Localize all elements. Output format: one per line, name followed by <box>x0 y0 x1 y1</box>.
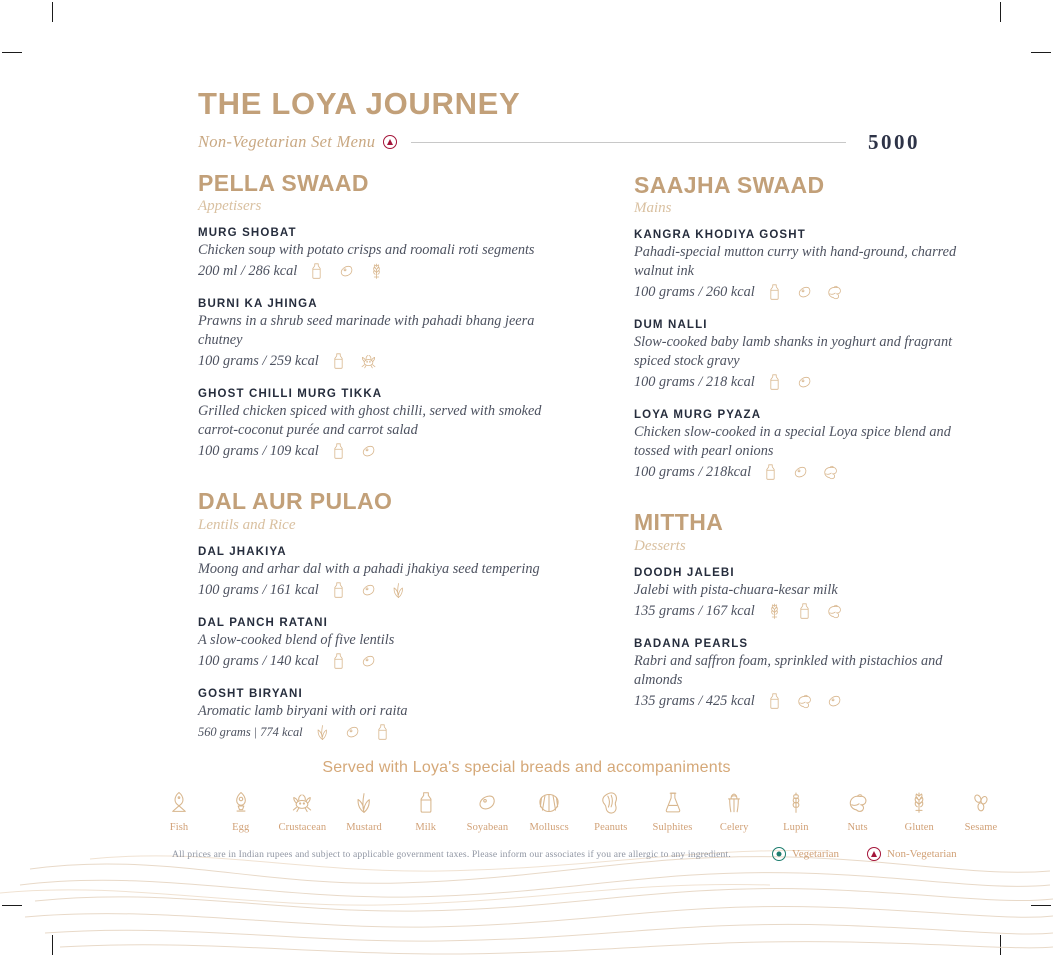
soyabean-icon <box>336 261 357 282</box>
menu-item-description: Pahadi-special mutton curry with hand-ground, charred walnut ink <box>634 244 957 280</box>
menu-item-name: LOYA MURG PYAZA <box>634 409 762 422</box>
menu-price: 5000 <box>868 129 920 154</box>
menu-item-allergen-icons <box>764 601 845 622</box>
diet-legend <box>772 847 957 861</box>
crop-mark-top-right <box>1000 2 1001 22</box>
menu-item-meta <box>198 651 543 672</box>
menu-column-right <box>634 172 979 738</box>
menu-item-quantity: 100 grams / 259 kcal <box>198 353 319 370</box>
crop-mark-bottom-right <box>1000 935 1001 955</box>
allergen-label: Nuts <box>847 822 868 833</box>
milk-icon <box>328 441 349 462</box>
milk-icon <box>760 462 781 483</box>
menu-item <box>198 298 543 372</box>
allergen-label: Lupin <box>783 822 809 833</box>
menu-item-quantity: 100 grams / 260 kcal <box>634 284 755 301</box>
menu-item-description: Chicken soup with potato crisps and roomali roti segments <box>198 242 535 259</box>
menu-item-meta <box>634 372 979 393</box>
mustard-icon <box>335 787 393 817</box>
menu-item-meta <box>198 261 543 282</box>
soyabean-icon <box>358 651 379 672</box>
menu-item-quantity: 560 grams | 774 kcal <box>198 724 303 739</box>
menu-item-description: Chicken slow-cooked in a special Loya spice blend and tossed with pearl onions <box>634 424 951 460</box>
section-title: PELLA SWAAD <box>198 170 369 196</box>
menu-item-allergen-icons <box>760 462 841 483</box>
menu-item-name: BADANA PEARLS <box>634 637 749 650</box>
menu-item-name: DAL JHAKIYA <box>198 545 287 558</box>
allergen-legend-sesame <box>952 787 1010 833</box>
menu-item <box>198 227 543 282</box>
menu-item-quantity: 100 grams / 161 kcal <box>198 581 319 598</box>
menu-item-description: Prawns in a shrub seed marinade with pahadi bhang jeera chutney <box>198 313 535 349</box>
menu-item <box>634 638 979 712</box>
menu-item-meta <box>634 282 979 303</box>
menu-item-quantity: 135 grams / 167 kcal <box>634 602 755 619</box>
menu-item <box>634 567 979 622</box>
allergen-label: Gluten <box>904 822 934 833</box>
crop-mark-right-top <box>1031 52 1051 53</box>
menu-item-meta <box>198 441 543 462</box>
legend-item-non-vegetarian <box>867 847 957 861</box>
allergen-legend-soyabean <box>458 787 516 833</box>
menu-item-description: Aromatic lamb biryani with ori raita <box>198 702 408 719</box>
milk-icon <box>306 261 327 282</box>
menu-item-quantity: 100 grams / 109 kcal <box>198 443 319 460</box>
milk-icon <box>372 722 393 743</box>
menu-item-name: GOSHT BIRYANI <box>198 687 303 700</box>
gluten-icon <box>764 601 785 622</box>
menu-item-description: Moong and arhar dal with a pahadi jhakiya seed tempering <box>198 560 540 577</box>
milk-icon <box>764 691 785 712</box>
menu-item-meta <box>634 691 979 712</box>
nuts-icon <box>829 787 887 817</box>
menu-item-allergen-icons <box>328 351 379 372</box>
sulphites-icon <box>644 787 702 817</box>
crop-mark-left-bottom <box>2 905 22 906</box>
menu-item-name: DUM NALLI <box>634 319 708 332</box>
menu-item-description: A slow-cooked blend of five lentils <box>198 631 395 648</box>
allergen-legend-milk <box>397 787 455 833</box>
nuts-icon <box>824 282 845 303</box>
menu-item-quantity: 135 grams / 425 kcal <box>634 692 755 709</box>
gluten-icon <box>890 787 948 817</box>
soyabean-icon <box>458 787 516 817</box>
milk-icon <box>794 601 815 622</box>
legend-label-non-vegetarian: Non-Vegetarian <box>887 848 957 860</box>
menu-item <box>634 229 979 303</box>
vegetarian-icon <box>772 847 786 861</box>
celery-icon <box>705 787 763 817</box>
section-title: DAL AUR PULAO <box>198 488 393 515</box>
menu-section-pella-swaad <box>198 170 543 462</box>
menu-item-allergen-icons <box>328 441 379 462</box>
egg-icon <box>212 787 270 817</box>
served-with-note: Served with Loya's special breads and accompaniments <box>322 759 731 776</box>
menu-item-description: Slow-cooked baby lamb shanks in yoghurt and fragrant spiced stock gravy <box>634 334 953 370</box>
soyabean-icon <box>790 462 811 483</box>
menu-item-name: BURNI KA JHINGA <box>198 298 318 311</box>
allergen-label: Soyabean <box>466 822 509 833</box>
crop-mark-bottom-left <box>52 935 53 955</box>
crop-mark-right-bottom <box>1031 905 1051 906</box>
menu-item <box>634 319 979 393</box>
mustard-icon <box>388 580 409 601</box>
allergen-legend-row <box>150 787 1010 833</box>
allergen-legend-molluscs <box>520 787 578 833</box>
allergen-label: Fish <box>169 822 189 833</box>
section-subtitle: Lentils and Rice <box>198 516 296 533</box>
nuts-icon <box>794 691 815 712</box>
legend-label-vegetarian: Vegetarian <box>792 848 840 860</box>
allergen-legend-egg <box>212 787 270 833</box>
milk-icon <box>328 651 349 672</box>
allergen-label: Celery <box>719 822 749 833</box>
menu-item-meta <box>634 462 979 483</box>
allergen-legend-gluten <box>890 787 948 833</box>
menu-item-quantity: 100 grams / 140 kcal <box>198 652 319 669</box>
milk-icon <box>397 787 455 817</box>
menu-item-allergen-icons <box>764 372 815 393</box>
allergen-label: Crustacean <box>278 822 327 833</box>
soyabean-icon <box>358 441 379 462</box>
crop-mark-left-top <box>2 52 22 53</box>
menu-item-meta <box>634 601 979 622</box>
menu-item-description: Jalebi with pista-chuara-kesar milk <box>634 581 838 598</box>
legend-item-vegetarian <box>772 847 839 861</box>
allergen-label: Molluscs <box>529 822 569 833</box>
menu-item-allergen-icons <box>328 651 379 672</box>
menu-item-meta <box>198 722 543 743</box>
menu-item-quantity: 100 grams / 218 kcal <box>634 374 755 391</box>
allergen-label: Sulphites <box>652 822 693 833</box>
menu-item <box>198 688 543 743</box>
section-title: MITTHA <box>634 509 724 536</box>
allergen-label: Milk <box>415 822 437 833</box>
allergen-legend-celery <box>705 787 763 833</box>
allergen-legend-crustacean <box>273 787 331 833</box>
menu-item-name: KANGRA KHODIYA GOSHT <box>634 229 806 242</box>
menu-item-name: DOODH JALEBI <box>634 566 735 579</box>
milk-icon <box>328 351 349 372</box>
crop-mark-top-left <box>52 2 53 22</box>
menu-subtitle: Non-Vegetarian Set Menu <box>198 132 376 152</box>
menu-item-quantity: 100 grams / 218kcal <box>634 464 752 481</box>
menu-item-name: DAL PANCH RATANI <box>198 616 328 629</box>
menu-item-name: GHOST CHILLI MURG TIKKA <box>198 388 383 401</box>
soyabean-icon <box>342 722 363 743</box>
section-subtitle: Appetisers <box>198 198 262 215</box>
menu-item <box>198 617 543 672</box>
allergen-label: Sesame <box>964 822 998 833</box>
milk-icon <box>328 580 349 601</box>
soyabean-icon <box>794 372 815 393</box>
menu-item-allergen-icons <box>764 282 845 303</box>
menu-item-allergen-icons <box>312 722 393 743</box>
menu-header <box>198 88 920 155</box>
menu-item-description: Rabri and saffron foam, sprinkled with pistachios and almonds <box>634 652 943 688</box>
crustacean-icon <box>273 787 331 817</box>
allergen-legend-sulphites <box>644 787 702 833</box>
menu-item-quantity: 200 ml / 286 kcal <box>198 263 298 280</box>
allergen-legend-fish <box>150 787 208 833</box>
mustard-icon <box>312 722 333 743</box>
menu-item-meta <box>198 580 543 601</box>
allergen-legend-lupin <box>767 787 825 833</box>
lupin-icon <box>767 787 825 817</box>
peanuts-icon <box>582 787 640 817</box>
menu-item <box>634 409 979 483</box>
fish-icon <box>150 787 208 817</box>
allergen-legend-mustard <box>335 787 393 833</box>
allergen-label: Mustard <box>346 822 382 833</box>
sesame-icon <box>952 787 1010 817</box>
nuts-icon <box>824 601 845 622</box>
menu-section-dal-aur-pulao <box>198 488 543 742</box>
nuts-icon <box>820 462 841 483</box>
allergen-label: Peanuts <box>594 822 628 833</box>
menu-item-allergen-icons <box>328 580 409 601</box>
header-divider <box>411 142 846 143</box>
soyabean-icon <box>824 691 845 712</box>
header-subline <box>198 130 920 155</box>
allergen-label: Egg <box>232 822 250 833</box>
molluscs-icon <box>520 787 578 817</box>
allergen-legend-nuts <box>829 787 887 833</box>
menu-item-allergen-icons <box>306 261 387 282</box>
decorative-wave-pattern <box>0 847 1053 957</box>
menu-item-meta <box>198 351 543 372</box>
menu-item-description: Grilled chicken spiced with ghost chilli, served with smoked carrot-coconut purée and carrot salad <box>198 403 542 439</box>
page-title: THE LOYA JOURNEY <box>198 86 521 121</box>
menu-item-name: MURG SHOBAT <box>198 227 297 240</box>
section-subtitle: Desserts <box>634 537 686 554</box>
soyabean-icon <box>358 580 379 601</box>
menu-column-left <box>198 170 543 769</box>
menu-item-allergen-icons <box>764 691 845 712</box>
menu-section-saajha-swaad <box>634 172 979 483</box>
milk-icon <box>764 282 785 303</box>
disclaimer-text: All prices are in Indian rupees and subject to applicable government taxes. Please inform our associates if you are allergic to any ingredient. <box>172 849 731 860</box>
menu-item <box>198 546 543 601</box>
soyabean-icon <box>794 282 815 303</box>
non-vegetarian-icon <box>383 135 397 149</box>
section-title: SAAJHA SWAAD <box>634 172 825 198</box>
gluten-icon <box>366 261 387 282</box>
non-vegetarian-icon <box>867 847 881 861</box>
milk-icon <box>764 372 785 393</box>
crustacean-icon <box>358 351 379 372</box>
menu-item <box>198 388 543 462</box>
menu-section-mittha <box>634 509 979 711</box>
allergen-legend-peanuts <box>582 787 640 833</box>
section-subtitle: Mains <box>634 200 672 217</box>
